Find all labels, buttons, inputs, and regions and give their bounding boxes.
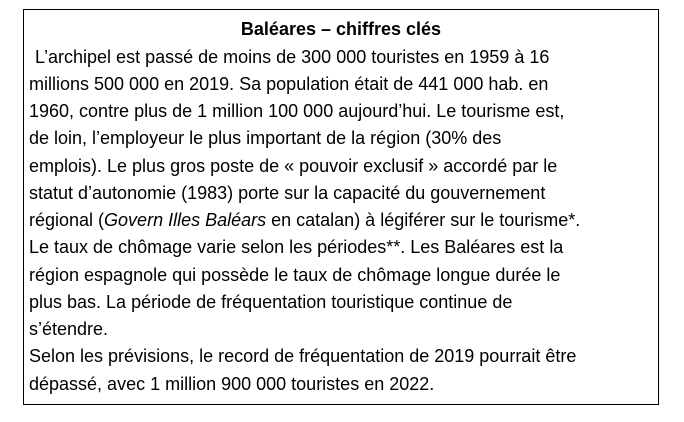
text-line-3: 1960, contre plus de 1 million 100 000 aujourd’hui. Le tourisme est, xyxy=(29,101,565,121)
text-line-9: région espagnole qui possède le taux de chômage longue durée le xyxy=(29,265,561,285)
info-box xyxy=(23,9,659,405)
text-line-1: L’archipel est passé de moins de 300 000 touristes en 1959 à 16 xyxy=(35,47,550,67)
text-line-4: de loin, l’employeur le plus important de la région (30% des xyxy=(29,128,502,148)
text-line-12: Selon les prévisions, le record de fréquentation de 2019 pourrait être xyxy=(29,346,577,366)
text-line-2: millions 500 000 en 2019. Sa population était de 441 000 hab. en xyxy=(29,74,549,94)
govern-illes-balears-italic: Govern Illes Baléars xyxy=(104,210,267,230)
text-line-7 xyxy=(29,209,580,231)
text-line-7-after: en catalan) à légiférer sur le tourisme*. xyxy=(266,210,581,230)
text-line-6: statut d’autonomie (1983) porte sur la capacité du gouvernement xyxy=(29,183,546,203)
box-title: Baléares – chiffres clés xyxy=(240,19,442,39)
text-line-7-before: régional ( xyxy=(29,210,105,230)
text-line-8: Le taux de chômage varie selon les périodes**. Les Baléares est la xyxy=(29,237,564,257)
text-line-5: emplois). Le plus gros poste de « pouvoir exclusif » accordé par le xyxy=(29,156,558,176)
text-line-13: dépassé, avec 1 million 900 000 touristes en 2022. xyxy=(29,374,435,394)
text-line-10: plus bas. La période de fréquentation touristique continue de xyxy=(29,292,513,312)
text-line-11: s’étendre. xyxy=(29,319,109,339)
